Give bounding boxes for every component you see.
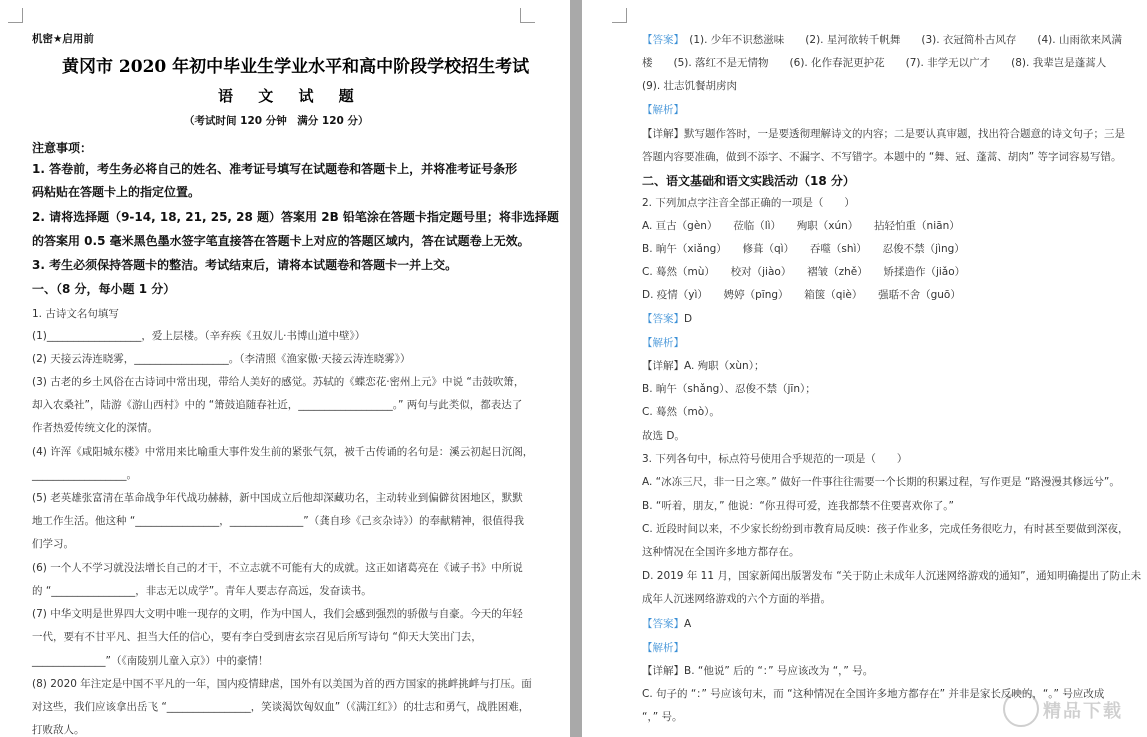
crop-mark [520,8,535,23]
right-text-line: D. 疫情（yì） 娉婷（pīng） 箱箧（qiè） 强聒不舍（guō） [642,289,961,301]
right-text-line: 【答案】D [642,313,693,325]
left-text-line: 黄冈市 2020 年初中毕业生学业水平和高中阶段学校招生考试 [62,57,530,77]
right-text-line: 【答案】A [642,618,692,630]
left-text-line: ______________”（《南陵别儿童入京》）中的豪情！ [32,655,269,667]
left-text-line: (6) 一个人不学习就没法增长自己的才干，不立志就不可能有大的成就。这正如诸葛亮在《诫子书》中所说 [32,562,523,574]
left-text-line: 注意事项： [32,141,93,155]
left-text-line: 却入农桑社”，陆游《游山西村》中的 “箫鼓追随春社近，__________________。” 两句与此类似，都表达了 [32,399,523,411]
left-text-line: (1)__________________，爱上层楼。（辛弃疾《丑奴儿·书博山道中壁》） [32,330,366,342]
left-text-line: 一代，要有不甘平凡、担当大任的信心，要有李白受到唐玄宗召见后所写诗句 “仰天大笑出门去， [32,631,482,643]
right-text-line: 3. 下列各句中，标点符号使用合乎规范的一项是（ ） [642,453,908,465]
left-text-line: 语 文 试 题 [218,87,364,105]
answer-tag: 【答案】 [642,618,684,630]
watermark-logo [1003,689,1133,727]
answer-tag: 【答案】 [642,34,679,46]
left-text-line: 机密★启用前 [32,33,94,45]
crop-mark [612,8,627,23]
right-text-line: B. 晌午（shǎng）、忍俊不禁（jīn）； [642,383,816,395]
right-text-line: “，” 号。 [642,711,683,723]
right-text-line: 【答案】 (1). 少年不识愁滋味 (2). 星河欲转千帆舞 (3). 衣冠简朴古风存 (4). 山雨欲来风满 [642,34,1122,46]
right-text-line: (9). 壮志饥餐胡虏肉 [642,80,738,92]
right-text-line: C. 近段时间以来，不少家长纷纷到市教育局反映：孩子作业多，完成任务很吃力，有时甚至要做到深夜， [642,523,1129,535]
left-text-line: 地工作生活。他这种 “________________，______________”（龚自珍《己亥杂诗》）的奉献精神，很值得我 [32,515,524,527]
left-text-line: (4) 许浑《咸阳城东楼》中常用来比喻重大事件发生前的紧张气氛，被千古传诵的名句是：溪云初起日沉阁， [32,446,534,458]
left-text-line: 对这些，我们应该拿出岳飞 “________________，笑谈渴饮匈奴血”（《满江红》）的壮志和勇气，战胜困难， [32,701,530,713]
right-text-line: A. 亘古（gèn） 莅临（lì） 殉职（xún） 拈轻怕重（niān） [642,220,960,232]
left-text-line: 一、（8 分，每小题 1 分） [32,282,176,296]
left-text-line: 1. 答卷前，考生务必将自己的姓名、准考证号填写在试题卷和答题卡上，并将准考证号条形 [32,162,518,176]
right-text-line: B. 晌午（xiǎng） 修葺（qì） 吞噬（shì） 忍俊不禁（jìng） [642,243,965,255]
crop-mark [8,8,23,23]
right-text-line: D. 2019 年 11 月，国家新闻出版署发布 “关于防止未成年人沉迷网络游戏的通知”，通知明确提出了防止未 [642,570,1142,582]
answer-tag: 【答案】 [642,313,684,325]
right-text-line: C. 蓦然（mù） 校对（jiào） 褶皱（zhě） 矫揉造作（jiǎo） [642,266,966,278]
right-text-line: B. “听着，朋友，” 他说：“你丑得可爱，连我都禁不住要喜欢你了。” [642,500,954,512]
right-text-line: 【详解】B. “他说” 后的 “：” 号应该改为 “，” 号。 [642,665,874,677]
left-text-line: (5) 老英雄张富清在革命战争年代战功赫赫，新中国成立后他却深藏功名，主动转业到偏僻贫困地区，默默 [32,492,523,504]
left-text-line: (7) 中华文明是世界四大文明中唯一现存的文明，作为中国人，我们会感到强烈的骄傲与自豪。今天的年轻 [32,608,523,620]
left-text-line: 们学习。 [32,538,74,550]
left-text-line: (2) 天接云涛连晓雾，__________________。（李清照《渔家傲·天接云涛连晓雾》） [32,353,411,365]
right-text-line: 2. 下列加点字注音全部正确的一项是（ ） [642,197,855,209]
right-text-line: 【解析】 [642,104,684,116]
left-text-line: __________________。 [32,469,137,481]
right-text-line: A. “冰冻三尺，非一日之寒。” 做好一件事往往需要一个长期的积累过程，写作更是 “路漫漫其修远兮”。 [642,476,1120,488]
left-text-line: (3) 古老的乡土风俗在古诗词中常出现，带给人美好的感觉。苏轼的《蝶恋花·密州上元》中说 “击鼓吹箫， [32,376,525,388]
right-text-line: 【详解】A. 殉职（xùn）； [642,360,765,372]
right-text-line: 二、语文基础和语文实践活动（18 分） [642,174,855,188]
left-text-line: 2. 请将选择题（9-14, 18, 21, 25, 28 题）答案用 2B 铅笔涂在答题卡指定题号里；将非选择题 [32,210,559,224]
right-text-line: 这种情况在全国许多地方都存在。 [642,546,800,558]
left-text-line: 作者热爱传统文化的深情。 [32,422,158,434]
right-text-line: 楼 (5). 落红不是无情物 (6). 化作春泥更护花 (7). 非学无以广才 (8). 我辈岂是蓬蒿人 [642,57,1107,69]
right-text-line: C. 蓦然（mò）。 [642,406,720,418]
right-text-line: C. 句子的 “：” 号应该句末，而 “这种情况在全国许多地方都存在” 并非是家长反映的，“。” 号应改成 [642,688,1105,700]
watermark-circle-icon [1003,691,1039,727]
left-text-line: 的答案用 0.5 毫米黑色墨水签字笔直接答在答题卡上对应的答题区域内，答在试题卷上无效。 [32,234,530,248]
right-text-line: 故选 D。 [642,430,685,442]
right-text-line: 【详解】默写题作答时，一是要透彻理解诗文的内容；二是要认真审题，找出符合题意的诗文句子；三是 [642,128,1125,140]
right-text-line: 答题内容要准确，做到不添字、不漏字、不写错字。本题中的 “舞、冠、蓬蒿、胡肉” 等字词容易写错。 [642,151,1122,163]
right-text-line: 【解析】 [642,337,684,349]
left-text-line: 的 “________________，非志无以成学”。青年人要志存高远，发奋读书。 [32,585,372,597]
right-text-line: 成年人沉迷网络游戏的六个方面的举措。 [642,593,831,605]
left-text-line: 1. 古诗文名句填写 [32,308,119,320]
left-text-line: (8) 2020 年注定是中国不平凡的一年，国内疫情肆虐，国外有以美国为首的西方国家的挑衅挑衅与打压。面 [32,678,532,690]
left-text-line: （考试时间 120 分钟 满分 120 分） [184,115,369,127]
left-text-line: 打败敌人。 [32,724,85,736]
left-page [0,0,570,737]
left-text-line: 3. 考生必须保持答题卡的整洁。考试结束后，请将本试题卷和答题卡一并上交。 [32,258,458,272]
left-text-line: 码粘贴在答题卡上的指定位置。 [32,185,201,199]
right-page [582,0,1147,737]
right-text-line: 【解析】 [642,642,684,654]
watermark-text: 精品下载 [1043,701,1123,722]
